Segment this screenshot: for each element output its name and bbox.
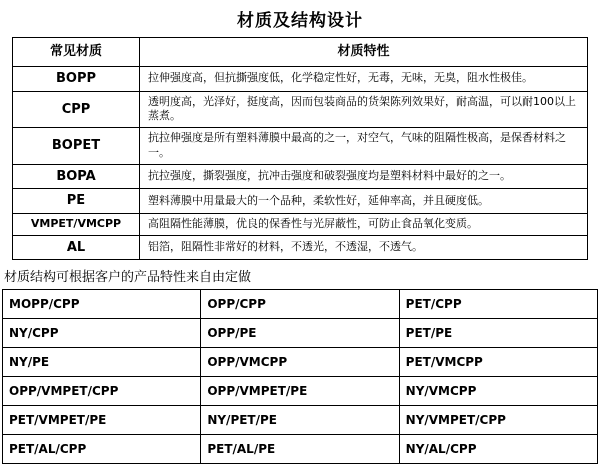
table-row — [13, 164, 588, 189]
custom-structure-note: 材质结构可根据客户的产品特性来自由定做 — [4, 270, 252, 286]
structure-cell: PET/AL/PE — [201, 435, 399, 464]
column-header-material: 常见材质 — [13, 38, 140, 67]
structure-cell: NY/PET/PE — [201, 406, 399, 435]
table-row — [3, 319, 598, 348]
material-desc: 铝箔，阻隔性非常好的材料，不透光，不透湿，不透气。 — [140, 235, 588, 260]
structure-cell: OPP/PE — [201, 319, 399, 348]
table-row — [13, 128, 588, 165]
structure-cell: OPP/CPP — [201, 290, 399, 319]
column-header-properties: 材质特性 — [140, 38, 588, 67]
structure-cell: MOPP/CPP — [3, 290, 201, 319]
material-name: BOPA — [13, 164, 140, 189]
page-title: 材质及结构设计 — [237, 11, 363, 31]
table-row — [13, 67, 588, 92]
material-name: VMPET/VMCPP — [13, 214, 140, 236]
table-row — [3, 406, 598, 435]
structure-cell: PET/PE — [399, 319, 597, 348]
structure-cell: NY/PE — [3, 348, 201, 377]
table-row — [13, 214, 588, 236]
structure-cell: NY/VMCPP — [399, 377, 597, 406]
table-row — [3, 348, 598, 377]
material-name: BOPET — [13, 128, 140, 165]
structure-cell: PET/CPP — [399, 290, 597, 319]
material-name: CPP — [13, 91, 140, 128]
structure-cell: NY/CPP — [3, 319, 201, 348]
table-row — [13, 235, 588, 260]
materials-table — [12, 37, 588, 260]
material-desc: 透明度高，光泽好，挺度高，因而包装商品的货架陈列效果好，耐高温，可以耐100以上蒸煮。 — [140, 91, 588, 128]
material-name: BOPP — [13, 67, 140, 92]
structure-cell: OPP/VMCPP — [201, 348, 399, 377]
table-row — [13, 189, 588, 214]
table-row — [3, 435, 598, 464]
material-desc: 抗拉强度，撕裂强度，抗冲击强度和破裂强度均是塑料材料中最好的之一。 — [140, 164, 588, 189]
structure-cell: PET/AL/CPP — [3, 435, 201, 464]
structure-cell: NY/AL/CPP — [399, 435, 597, 464]
table-row — [3, 290, 598, 319]
structure-cell: OPP/VMPET/PE — [201, 377, 399, 406]
material-name: PE — [13, 189, 140, 214]
structure-cell: NY/VMPET/CPP — [399, 406, 597, 435]
material-desc: 高阻隔性能薄膜，优良的保香性与光屏蔽性，可防止食品氧化变质。 — [140, 214, 588, 236]
table-row — [13, 91, 588, 128]
table-row — [3, 377, 598, 406]
structure-cell: PET/VMCPP — [399, 348, 597, 377]
material-name: AL — [13, 235, 140, 260]
material-desc: 抗拉伸强度是所有塑料薄膜中最高的之一，对空气，气味的阻隔性极高，是保香材料之一。 — [140, 128, 588, 165]
structures-table — [2, 289, 598, 464]
material-desc: 拉伸强度高，但抗撕强度低，化学稳定性好，无毒，无味，无臭，阻水性极佳。 — [140, 67, 588, 92]
table-header-row — [13, 38, 588, 67]
material-desc: 塑料薄膜中用量最大的一个品种，柔软性好，延伸率高，并且硬度低。 — [140, 189, 588, 214]
structure-cell: PET/VMPET/PE — [3, 406, 201, 435]
structure-cell: OPP/VMPET/CPP — [3, 377, 201, 406]
